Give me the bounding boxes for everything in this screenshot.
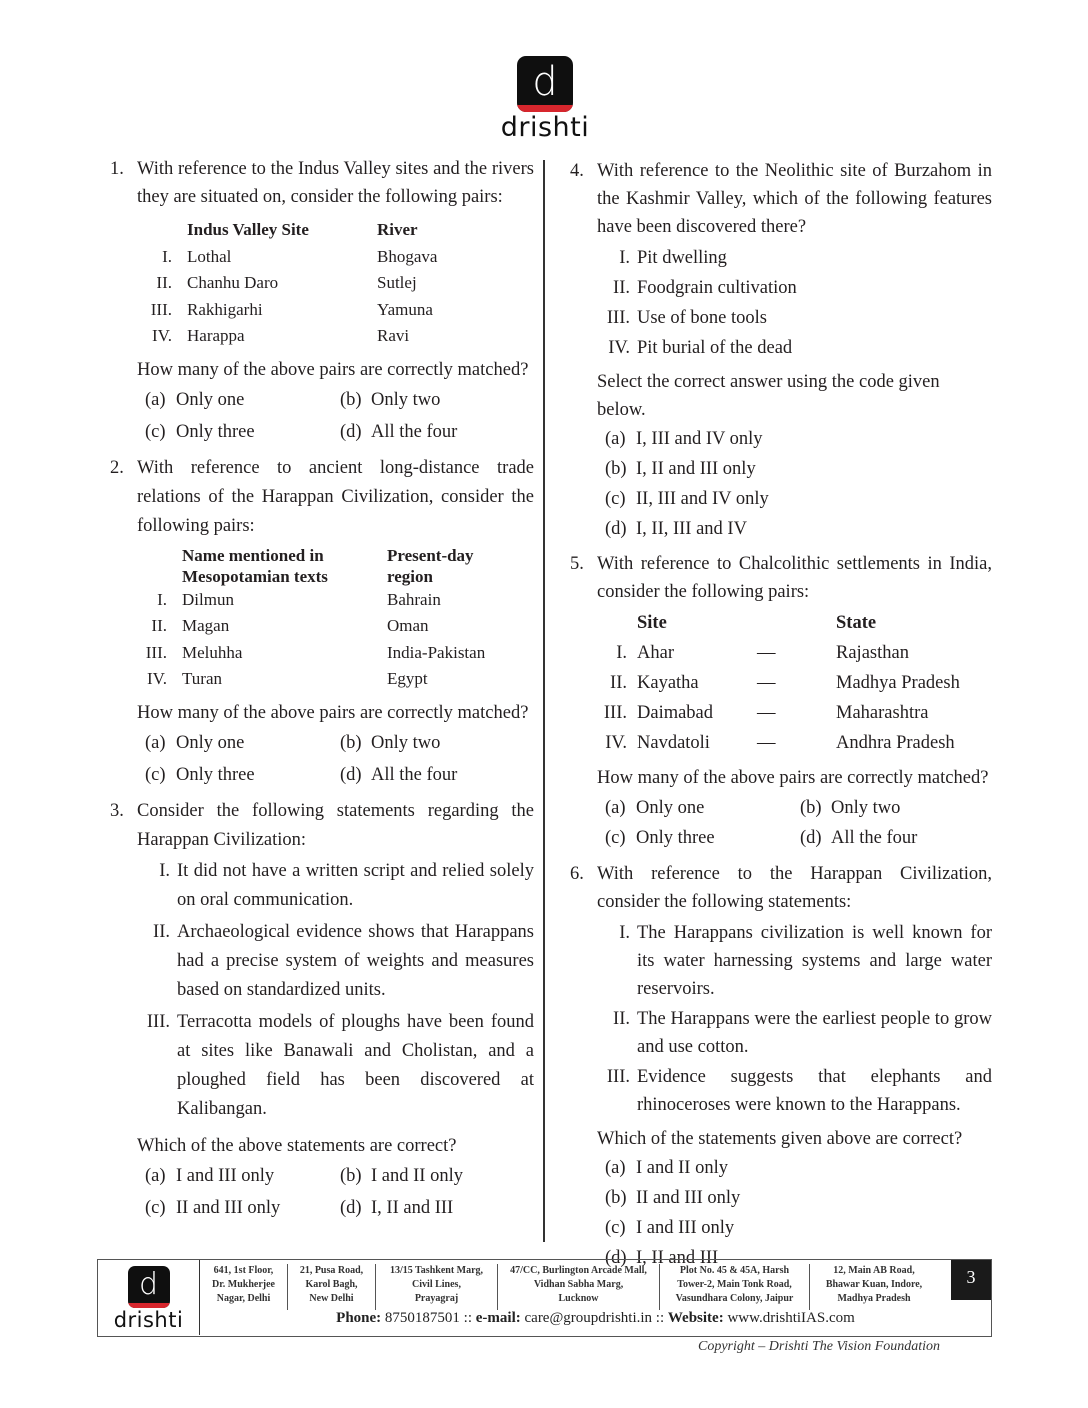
option-c[interactable]: (c) Only three bbox=[145, 764, 255, 785]
question-1 bbox=[110, 155, 534, 446]
table-header: Indus Valley Site River bbox=[187, 220, 418, 239]
answer-options bbox=[597, 424, 992, 544]
question-prompt: Select the correct answer using the code given below. bbox=[597, 372, 940, 420]
table-row: IV. Turan Egypt bbox=[147, 669, 428, 688]
question-6 bbox=[570, 860, 992, 1273]
answer-options bbox=[137, 386, 534, 446]
option-a[interactable]: (a) Only one bbox=[605, 798, 705, 818]
logo-wordmark: drishti bbox=[500, 112, 590, 143]
answer-options bbox=[597, 1153, 992, 1273]
option-a[interactable]: (a) Only one bbox=[145, 389, 245, 410]
table-row: III. Meluhha India-Pakistan bbox=[145, 642, 486, 662]
table-row: III. Rakhigarhi Yamuna bbox=[150, 299, 433, 319]
statement-3: III. Evidence suggests that elephants and rhinoceroses were known to the Harappans. bbox=[606, 1067, 992, 1115]
option-c[interactable]: (c) II and III only bbox=[145, 1197, 281, 1218]
question-text: With reference to the Neolithic site of Burzahom in the Kashmir Valley, which of the following features have been discovered there? bbox=[597, 161, 992, 237]
option-b[interactable]: (b) II and III only bbox=[605, 1188, 741, 1208]
table-row: I. Dilmun Bahrain bbox=[157, 589, 441, 609]
question-text: With reference to ancient long-distance trade relations of the Harappan Civilization, consider the following pairs: bbox=[137, 457, 534, 536]
address-karol-bagh: 21, Pusa Road, Karol Bagh, New Delhi bbox=[288, 1264, 376, 1310]
question-number: 4. bbox=[570, 161, 584, 181]
option-c[interactable]: (c) Only three bbox=[605, 828, 715, 848]
option-d[interactable]: (d) I, II and III bbox=[605, 1248, 719, 1268]
option-d[interactable]: (d) I, II, III and IV bbox=[605, 519, 747, 539]
logo-letter: d bbox=[532, 59, 558, 105]
question-5 bbox=[570, 550, 992, 852]
contact-line: Phone: 8750187501 :: e-mail: care@groupdrishti.in :: Website: www.drishtiIAS.com bbox=[336, 1310, 855, 1326]
option-c[interactable]: (c) II, III and IV only bbox=[605, 489, 769, 509]
table-row: I. Ahar — Rajasthan bbox=[616, 643, 909, 663]
option-d[interactable]: (d) All the four bbox=[800, 828, 918, 848]
table-header: Name mentioned in Mesopotamian texts Present-day region bbox=[182, 545, 474, 586]
pairs-table bbox=[597, 608, 992, 758]
table-row: I. Lothal Bhogava bbox=[162, 246, 438, 266]
answer-options bbox=[597, 794, 992, 852]
address-lucknow: 47/CC, Burlington Arcade Mall, Vidhan Sabha Marg, Lucknow bbox=[498, 1264, 660, 1310]
question-number: 5. bbox=[570, 554, 584, 574]
statement-2: II. Archaeological evidence shows that Harappans had a precise system of weights and measures based on standardized units. bbox=[153, 921, 534, 1000]
website-link[interactable]: www.drishtiIAS.com bbox=[727, 1310, 855, 1326]
question-3 bbox=[110, 797, 534, 1222]
copyright-text: Copyright – Drishti The Vision Foundation bbox=[698, 1339, 941, 1354]
right-column bbox=[570, 157, 992, 1273]
statement-3: III. Terracotta models of ploughs have been found at sites like Banawali and Cholistan, and a ploughed field has been discovered at Kalibangan. bbox=[146, 1011, 534, 1119]
question-prompt: How many of the above pairs are correctly matched? bbox=[597, 768, 989, 788]
option-b[interactable]: (b) Only two bbox=[800, 798, 901, 818]
answer-options bbox=[137, 1162, 534, 1222]
option-b[interactable]: (b) I, II and III only bbox=[605, 459, 756, 479]
logo-wordmark: drishti bbox=[113, 1308, 184, 1332]
statement-4: IV. Pit burial of the dead bbox=[608, 338, 793, 358]
pairs-table bbox=[137, 545, 534, 693]
left-column bbox=[110, 155, 534, 1222]
question-prompt: Which of the above statements are correct? bbox=[137, 1135, 457, 1156]
column-divider bbox=[543, 160, 545, 1242]
question-2 bbox=[110, 454, 534, 789]
option-a[interactable]: (a) I and II only bbox=[605, 1158, 728, 1178]
question-number: 3. bbox=[110, 800, 124, 821]
option-a[interactable]: (a) I, III and IV only bbox=[605, 429, 763, 449]
option-b[interactable]: (b) I and II only bbox=[340, 1165, 463, 1186]
table-header: Site State bbox=[637, 613, 877, 633]
question-prompt: How many of the above pairs are correctly matched? bbox=[137, 359, 529, 380]
statement-3: III. Use of bone tools bbox=[606, 308, 767, 328]
address-prayagraj: 13/15 Tashkent Marg, Civil Lines, Prayagraj bbox=[376, 1264, 498, 1310]
table-row: II. Kayatha — Madhya Pradesh bbox=[610, 673, 960, 693]
address-indore: 12, Main AB Road, Bhawar Kuan, Indore, Madhya Pradesh bbox=[825, 1265, 923, 1304]
statement-2: II. The Harappans were the earliest people to grow and use cotton. bbox=[613, 1009, 992, 1057]
question-prompt: Which of the statements given above are correct? bbox=[597, 1129, 963, 1149]
table-row: II. Magan Oman bbox=[151, 616, 429, 635]
option-c[interactable]: (c) I and III only bbox=[605, 1218, 735, 1238]
address-jaipur: Plot No. 45 & 45A, Harsh Tower-2, Main Tonk Road, Vasundhara Colony, Jaipur bbox=[660, 1264, 810, 1310]
table-row: IV. Harappa Ravi bbox=[152, 326, 410, 345]
footer-logo bbox=[98, 1260, 200, 1335]
table-row: IV. Navdatoli — Andhra Pradesh bbox=[605, 733, 955, 753]
option-a[interactable]: (a) Only one bbox=[145, 732, 245, 753]
question-text: Consider the following statements regarding the Harappan Civilization: bbox=[137, 800, 534, 850]
phone-number: 8750187501 bbox=[384, 1310, 460, 1326]
answer-options bbox=[137, 729, 534, 789]
question-number: 1. bbox=[110, 159, 124, 179]
option-a[interactable]: (a) I and III only bbox=[145, 1165, 275, 1186]
option-b[interactable]: (b) Only two bbox=[340, 389, 441, 410]
option-d[interactable]: (d) I, II and III bbox=[340, 1197, 454, 1218]
option-c[interactable]: (c) Only three bbox=[145, 421, 255, 442]
option-d[interactable]: (d) All the four bbox=[340, 764, 458, 785]
address-delhi-mukherjee: 641, 1st Floor, Dr. Mukherjee Nagar, Delhi bbox=[200, 1264, 288, 1310]
question-prompt: How many of the above pairs are correctly matched? bbox=[137, 702, 529, 723]
statement-1: I. Pit dwelling bbox=[619, 248, 727, 268]
question-text: With reference to the Indus Valley sites and the rivers they are situated on, consider the following pairs: bbox=[137, 159, 534, 207]
statement-1: I. The Harappans civilization is well known for its water harnessing systems and large water reservoirs. bbox=[619, 923, 992, 999]
option-b[interactable]: (b) Only two bbox=[340, 732, 441, 753]
email-link[interactable]: care@groupdrishti.in bbox=[524, 1310, 653, 1326]
question-number: 2. bbox=[110, 457, 124, 478]
question-number: 6. bbox=[570, 864, 584, 884]
statement-2: II. Foodgrain cultivation bbox=[613, 278, 797, 298]
table-row: III. Daimabad — Maharashtra bbox=[603, 703, 929, 723]
question-4 bbox=[570, 157, 992, 544]
table-row: II. Chanhu Daro Sutlej bbox=[156, 273, 417, 292]
address-list bbox=[200, 1264, 950, 1310]
option-d[interactable]: (d) All the four bbox=[340, 421, 458, 442]
page-number: 3 bbox=[951, 1260, 991, 1300]
page-footer bbox=[97, 1259, 992, 1337]
statement-1: I. It did not have a written script and relied solely on oral communication. bbox=[159, 860, 534, 910]
logo-icon: d bbox=[128, 1266, 170, 1308]
pairs-table bbox=[137, 217, 534, 350]
logo-icon bbox=[517, 56, 573, 112]
question-text: With reference to Chalcolithic settlements in India, consider the following pairs: bbox=[597, 554, 992, 602]
question-text: With reference to the Harappan Civilization, consider the following statements: bbox=[597, 864, 992, 912]
drishti-logo bbox=[500, 56, 590, 144]
